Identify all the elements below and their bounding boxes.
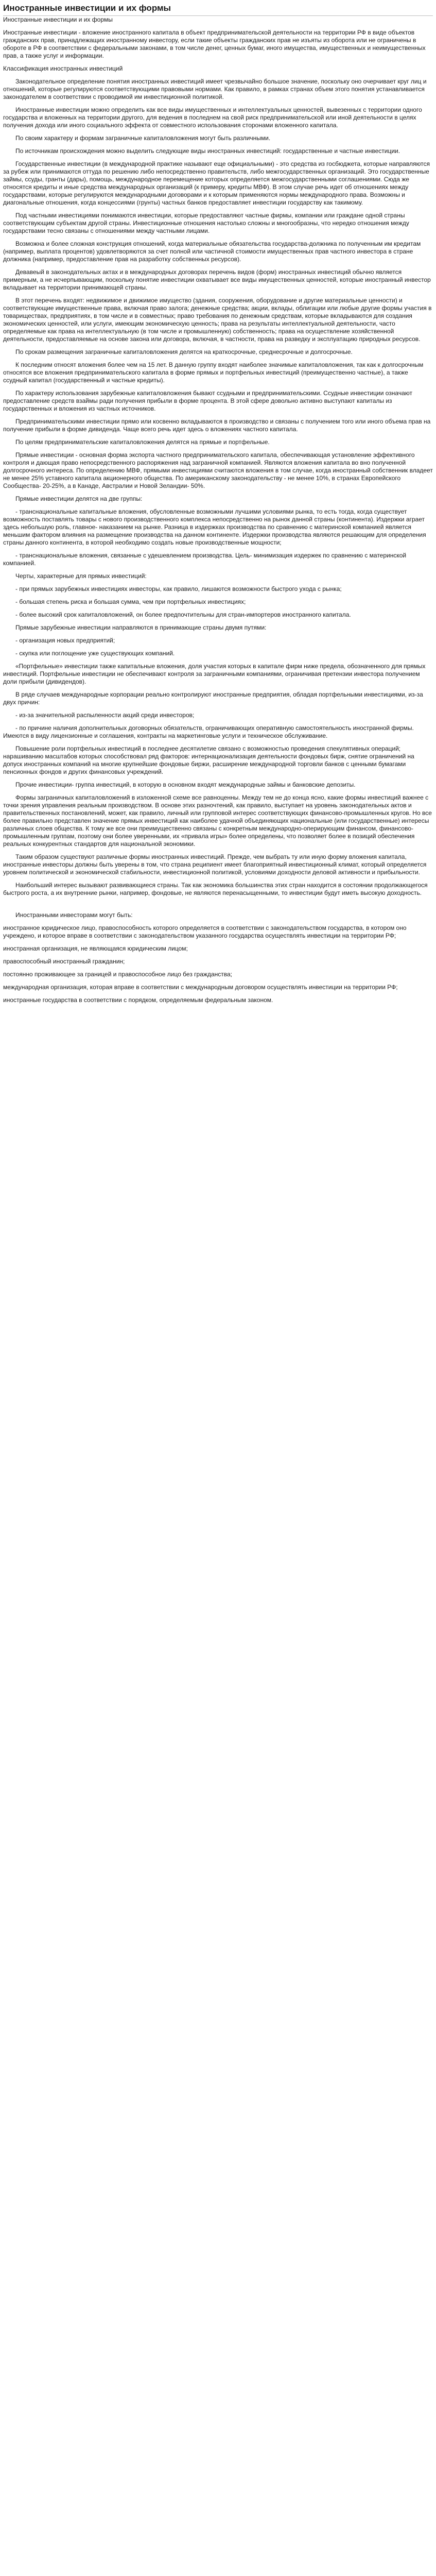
- section-heading: Иностранными инвесторами могут быть:: [15, 911, 133, 919]
- paragraph: «Портфельные» инвестиции также капитальные вложения, доля участия которых в капитале фирм ниже предела, обозначенного для прямых инвестиций. Портфельные инвестиции не обеспечивают контроля за заграничными компаниями, ограничивая претензии инвестора получением доли прибыли (дивидендов).: [3, 663, 426, 685]
- list-item: постоянно проживающее за границей и правоспособное лицо без гражданства;: [3, 971, 232, 978]
- list-item: - при прямых зарубежных инвестициях инвесторы, как правило, лишаются возможности быстрого ухода с рынка;: [15, 585, 342, 592]
- paragraph: Возможна и более сложная конструкция отношений, когда материальные обязательства государства-должника по полученным им кредитам (например, выплата процентов) удовлетворяются за счет полной или частичной стоимости имущественных прав частного инвестора в стране должника (например, предоставление прав на разработку собственных ресурсов).: [3, 240, 421, 263]
- page-title: Иностранные инвестиции и их формы: [3, 0, 433, 16]
- list-item: - транснациональные вложения, связанные с удешевлением производства. Цель- минимизация издержек по сравнению с материнской компанией.: [3, 552, 407, 567]
- list-item: иностранные государства в соответствии с порядком, определяемым федеральным законом.: [3, 996, 273, 1004]
- paragraph: По источникам происхождения можно выделить следующие виды иностранных инвестиций: государственные и частные инвестиции.: [15, 147, 400, 155]
- list-item: правоспособный иностранный гражданин;: [3, 958, 125, 965]
- paragraph: Иностранные инвестиции - вложение иностранного капитала в объект предпринимательской деятельности на территории РФ в виде объектов гражданских прав, принадлежащих иностранному инвестору, если такие объекты гражданских прав не изъяты из оборота или не ограничены в обороте в РФ в соответствии с федеральными законами, в том числе денег, ценных бумаг, иного имущества, имущественных и неимущественных прав, а также услуг и информации.: [3, 29, 426, 59]
- paragraph: По срокам размещения заграничные капиталовложения делятся на краткосрочные, среднесрочные и долгосрочные.: [15, 348, 353, 355]
- paragraph: Иностранные инвестиции можно определить как все виды имущественных и интеллектуальных ценностей, вывезенных с территории одного государства и вложенных на территории другого, для ведения в последнем на свой риск предпринимательской или иной деятельности в целях получения дохода или иного социального эффекта от совместного использования сторонами вложенного капитала.: [3, 106, 422, 129]
- list-item: - скупка или поглощение уже существующих компаний.: [15, 650, 175, 657]
- list-item: - организация новых предприятий;: [15, 637, 115, 644]
- paragraph: По своим характеру и формам заграничные капиталовложения могут быть различными.: [15, 134, 271, 142]
- paragraph: Законодательное определение понятия иностранных инвестиций имеет чрезвычайно большое значение, поскольку оно очерчивает круг лиц и отношений, которые регулируются соответствующими правовыми нормами. Как правило, в рамках странах объем этого понятия устанавливается законодателем в соответствии с проводимой им инвестиционной политикой.: [3, 78, 427, 100]
- paragraph: Предпринимательскими инвестиции прямо или косвенно вкладываются в производство и связаны с получением того или иного объема прав на получение прибыли в форме дивиденда. Чаще всего речь идет здесь о вложениях частного капитала.: [3, 418, 431, 433]
- paragraph: В этот перечень входят: недвижимое и движимое имущество (здания, сооружения, оборудование и другие материальные ценности) и соответствующие имущественные права, включая право залога; денежные средства; акции, вклады, облигации или любые другие формы участия в товариществах, предприятиях, в том числе и в совместных; право требования по денежным средствам, которые вкладываются для создания экономических ценностей, или услуги, имеющим экономическую ценность; права на результаты интеллектуальной деятельности, часто определяемые как права на интеллектуальную (в том числе и промышленную) собственность; права на осуществление хозяйственной деятельности, предоставляемые на основе закона или договора, включая, в частности, права на разведку и эксплуатацию природных ресурсов.: [3, 297, 432, 343]
- paragraph: Черты, характерные для прямых инвестиций:: [15, 572, 147, 580]
- paragraph: Государственные инвестиции (в международной практике называют еще официальными) - это средства из госбюджета, которые направляются за рубеж или принимаются оттуда по решению либо непосредственно правительств, либо межгосударственных организаций. Это государственные займы, ссуды, гранты (дары), помощь, международное перемещение которых определяется межгосударственными соглашениями. Сюда же относятся кредиты и иные средства международных организаций (к примеру, кредиты МВФ). В этом случае речь идет об отношениях между государствами, которые регулируются международными договорами и к которым применяются нормы международного права. Возможны и диагональные отношения, когда концессиями (грунты) частных банков предоставляет инвестиции государству как такимому.: [3, 160, 430, 206]
- paragraph: Наибольший интерес вызывают развивающиеся страны. Так как экономика большинства этих стран находится в состоянии продолжающегося быстрого роста, а их внутренние рынки, например, фондовые, не являются перенасыщенными, то инвестиции будут иметь высокую доходность.: [3, 882, 428, 896]
- paragraph: Прямые инвестиции делятся на две группы:: [15, 495, 143, 502]
- list-item: иностранная организация, не являющаяся юридическим лицом;: [3, 945, 188, 952]
- list-item: иностранное юридическое лицо, правоспособность которого определяется в соответствии с законодательством государства, в котором оно учреждено, и которое вправе в соответствии с законодательством указанного государства осуществлять инвестиции на территории РФ;: [3, 924, 407, 939]
- paragraph: Под частными инвестициями понимаются инвестиции, которые предоставляют частные фирмы, компании или граждане одной страны соответствующим субъектам другой страны. Инвестиционные отношения настолько сложны и многообразны, что нередко отношения между государствами тесно связаны с отношениями между частными лицами.: [3, 212, 409, 234]
- paragraph: Повышение роли портфельных инвестиций в последнее десятилетие связано с возможностью проведения спекулятивных операций; нарашиванию масштабов которых способствовал ряд факторов: интернационализация деятельности фондовых бирж, снятие ограничений на допуск иностранных компаний на многие крупнейшие фондовые биржи, расширение международной торговли банков с ценными бумагами пенсионных фондов и других финансовых учреждений.: [3, 745, 414, 775]
- section-heading: Классификация иностранных инвестиций: [3, 65, 123, 72]
- list-item: международная организация, которая вправе в соответствии с международным договором осуществлять инвестиции на территории РФ;: [3, 984, 398, 991]
- paragraph: К последним относят вложения более чем на 15 лет. В данную группу входят наиболее значимые капиталовложения, так как к долгосрочным относятся все вложения предпринимательского капитала в форме прямых и портфельных инвестиций (преимущественно частные), а также ссудный капитал (государственный и частные кредиты).: [3, 361, 424, 384]
- spacer: [3, 902, 433, 911]
- article-body: [3, 16, 433, 1004]
- list-item: - транснациональные капитальные вложения, обусловленные возможными лучшими условиями рынка, то есть тогда, когда существует возможность поставлять товары с нового производственного комплекса непосредственно на рынок данной страны (континента). Издержки аграет здесь небольшую роль, главное- наказанием на рынке. Разница в издержках производства по сравнению с материнской компанией является меньшим фактором влияния на размещение производства на данном континенте. Издержки производства являются решающим для определения страны данного континента, в которой необходимо создать новые производственные мощности;: [3, 508, 426, 546]
- paragraph: Прочие инвестиции- группа инвестиций, в которую в основном входят международные займы и банковские депозиты.: [15, 781, 356, 788]
- paragraph: Таким образом существуют различные формы иностранных инвестиций. Прежде, чем выбрать ту или иную форму вложения капитала, иностранные инвесторы должны быть уверены в том, что страна реципиент имеет благоприятный инвестиционный климат, который определяется уровнем политической и экономической стабильности, инвестиционной политикой, условиями доходности деловой активности и прибыльности.: [3, 853, 427, 876]
- paragraph: В ряде случаев международные корпорации реально контролируют иностранные предприятия, обладая портфельными инвестициями, из-за двух причин:: [3, 691, 423, 706]
- paragraph: Девавеый в законодательных актах и в международных договорах перечень видов (форм) иностранных инвестиций обычно является примерным, а не исчерпывающим, поскольку понятие инвестиции охватывает все виды имущественных ценностей, которые иностранный инвестор вкладывает на территории принимающей страны.: [3, 268, 431, 291]
- paragraph: Формы заграничных капиталовложений в изложенной схеме все равноценны. Между тем не до конца ясно, какие формы инвестиций важнее с точки зрения управления реальным производством. В основе этих разночтений, как правило, выступает на уровень законодательных актов и правительственных постановлений, может, как правило, личный или групповой интерес соответствующих финансово-промышленных кругов. Но все более правильно представлен значение прямых инвестиций как наиболее удачной объединяющих национальные (или государственные) интересы различных слоев общества. К тому же все они преимущественно связаны с конкретным международно-оперирующим финансом, финансово-промышленным группам, поэтому они более уверенными, их «привала игры» более определены, что позволяет более в позиций обеспечения реальных конкурентных стандартов для национальной экономики.: [3, 794, 432, 848]
- list-item: - из-за значительной распыленности акций среди инвесторов;: [15, 711, 195, 719]
- list-item: - большая степень риска и большая сумма, чем при портфельных инвестициях;: [15, 598, 246, 605]
- paragraph: По целям предпринимательские капиталовложения делятся на прямые и портфельные.: [15, 438, 270, 446]
- paragraph: Прямые зарубежные инвестиции направляются в принимающие страны двумя путями:: [15, 624, 267, 631]
- page: [0, 0, 436, 1004]
- list-item: - более высокий срок капиталовложений, он более предпочтительны для стран-импортеров иностранного капитала.: [15, 611, 351, 618]
- paragraph: Прямые инвестиции - основная форма экспорта частного предпринимательского капитала, обеспечивающая установление эффективного контроля и дающая право непосредственного распоряжения над заграничной компанией. Являются вложения капитала во вно полученной долгосрочного интереса. По определению МВФ, прямыми инвестициями считаются вложения в том случае, когда иностранный собственник владеет не менее 25% уставного капитала акционерного общества. По американскому законодательству - не менее 10%, в странах Европейского Сообщества- 20-25%, а в Канаде, Австралии и Новой Зеландии- 50%.: [3, 451, 433, 489]
- list-item: - по причине наличия дополнительных договорных обязательств, ограничивающих оперативную самостоятельность иностранной фирмы. Имеются в виду лицензионные и соглашения, контракты на маркетинговые услуги и техническое обслуживание.: [3, 724, 414, 739]
- article-subtitle: Иностранные инвестиции и их формы: [3, 16, 113, 23]
- paragraph: По характеру использования зарубежные капиталовложения бывают ссудными и предпринимательскими. Ссудные инвестиции означают предоставление средств взаймы ради получения прибыли в форме процента. В этой сфере довольно активно выступают капиталы из государственных и вложения из частных источников.: [3, 389, 412, 412]
